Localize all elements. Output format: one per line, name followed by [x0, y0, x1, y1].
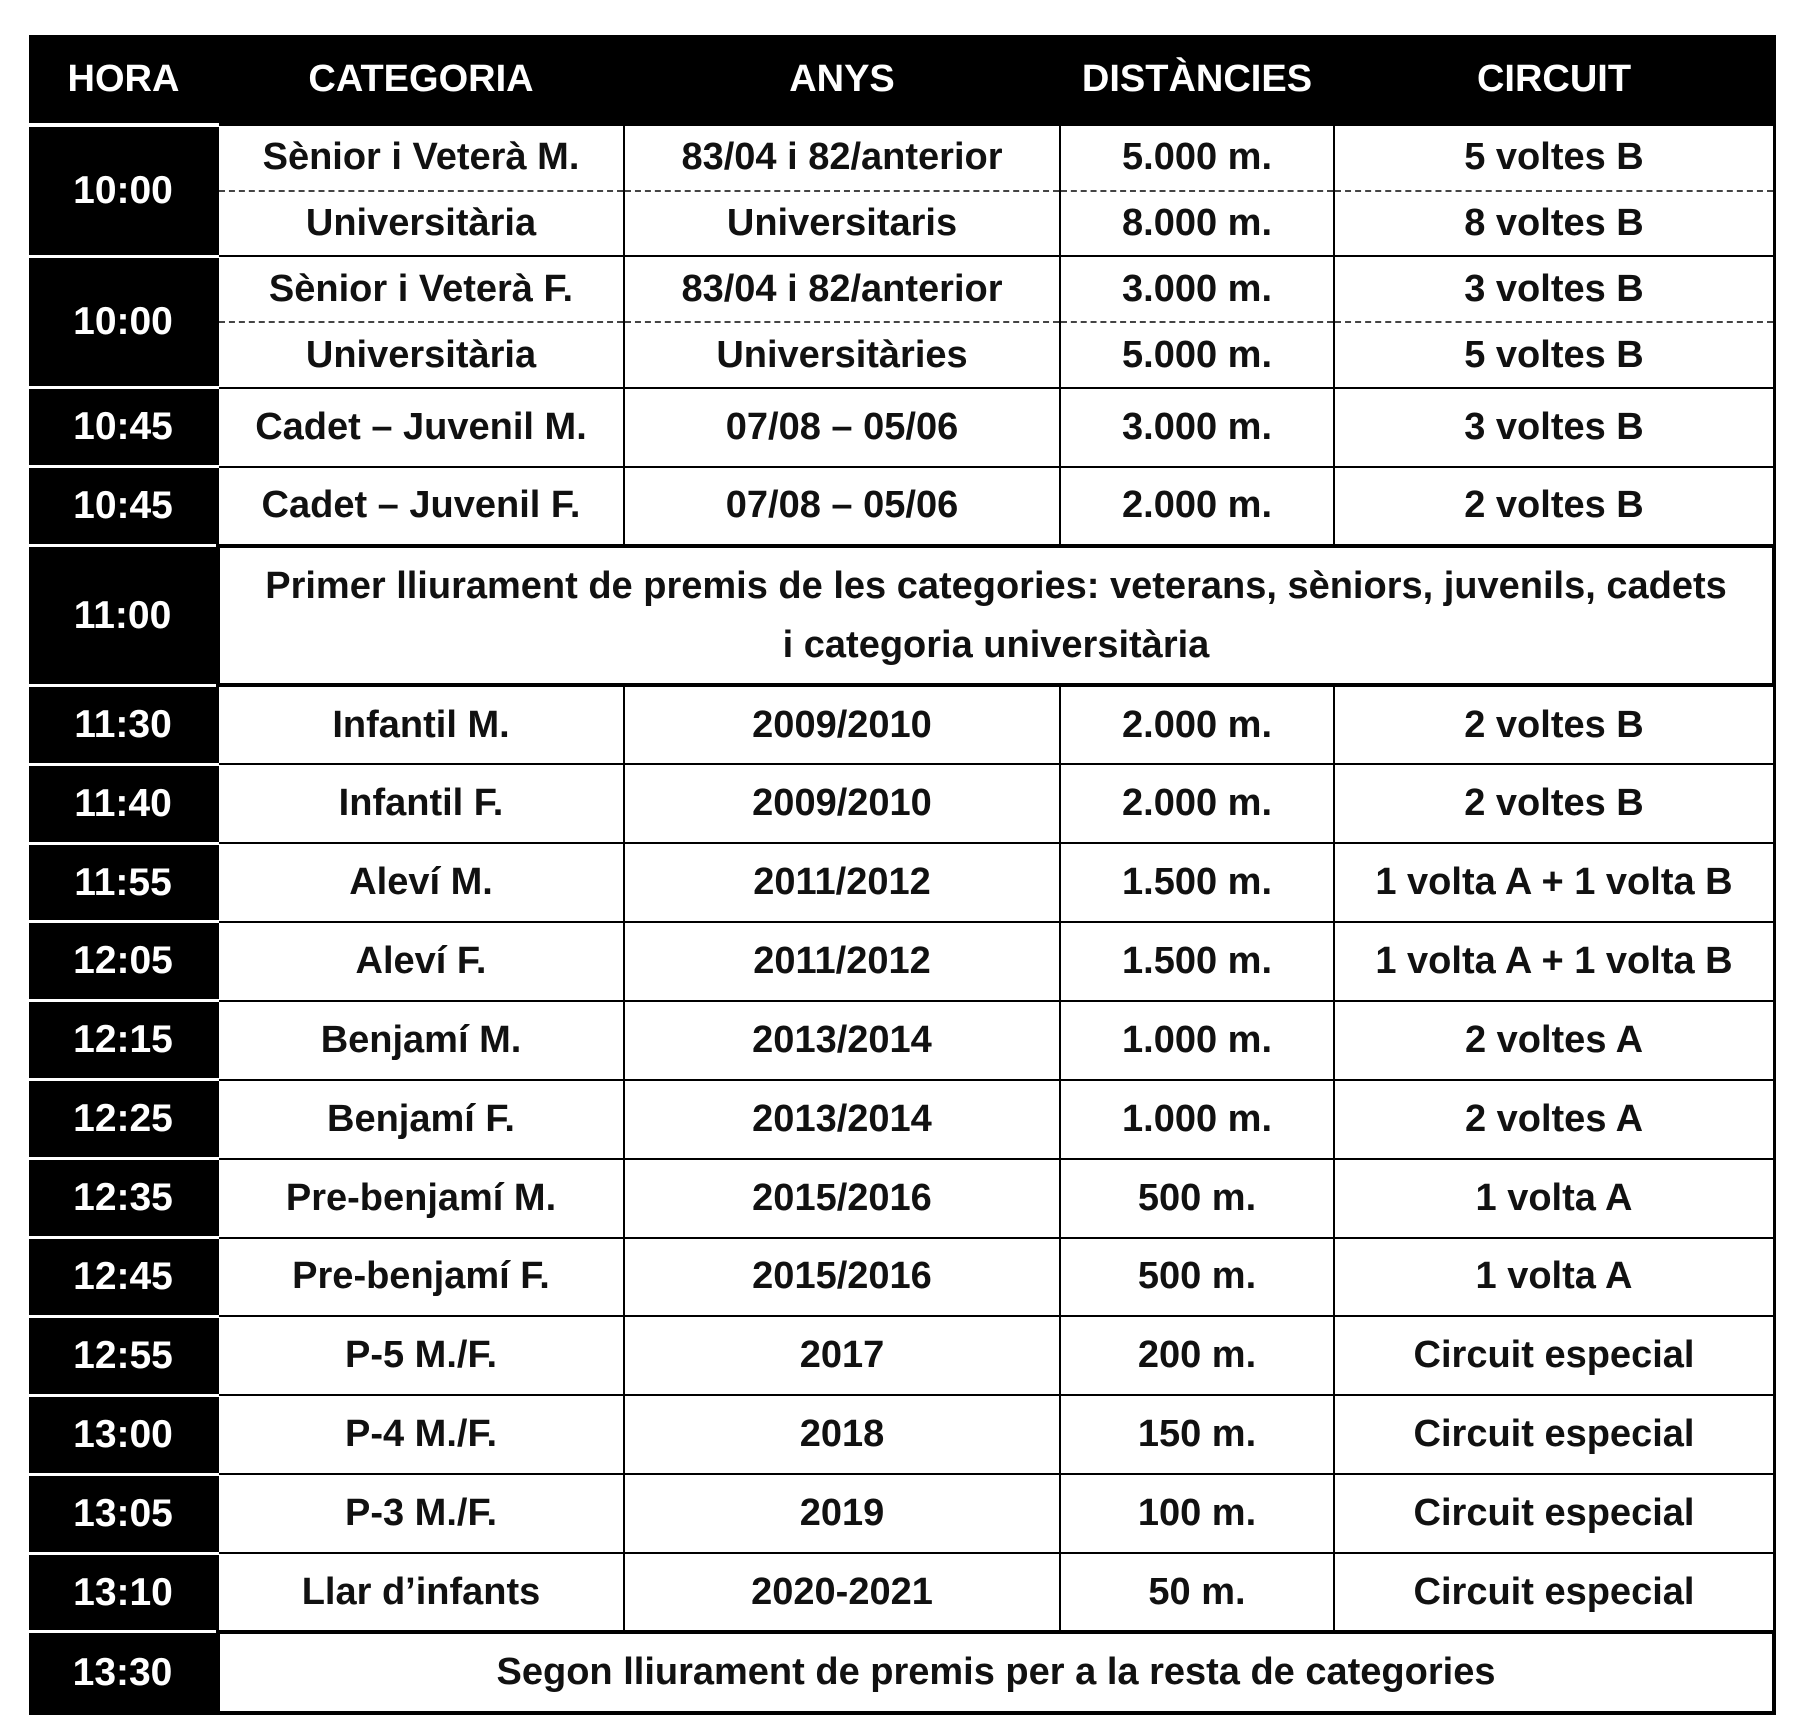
distancies-cell: 1.500 m.: [1060, 843, 1334, 922]
hora-cell: 12:55: [29, 1316, 218, 1395]
circuit-cell: 1 volta A: [1334, 1238, 1774, 1317]
circuit-cell: Circuit especial: [1334, 1316, 1774, 1395]
categoria-cell: Universitària: [218, 322, 624, 388]
hora-cell: 10:00: [29, 125, 218, 256]
categoria-cell: P-3 M./F.: [218, 1474, 624, 1553]
distancies-cell: 2.000 m.: [1060, 764, 1334, 843]
distancies-cell: 3.000 m.: [1060, 388, 1334, 467]
circuit-cell: 2 voltes B: [1334, 467, 1774, 546]
circuit-cell: 5 voltes B: [1334, 125, 1774, 191]
circuit-cell: 2 voltes B: [1334, 685, 1774, 764]
award-row: [29, 546, 1774, 686]
distancies-cell: 5.000 m.: [1060, 125, 1334, 191]
hora-cell: 13:05: [29, 1474, 218, 1553]
hora-cell: 10:45: [29, 388, 218, 467]
header-distancies: DISTÀNCIES: [1060, 35, 1334, 125]
table-row: [29, 1553, 1774, 1632]
award-text: Segon lliurament de premis per a la resta de categories: [218, 1632, 1774, 1713]
distancies-cell: 2.000 m.: [1060, 685, 1334, 764]
circuit-cell: Circuit especial: [1334, 1395, 1774, 1474]
hora-cell: 11:00: [29, 546, 218, 686]
categoria-cell: Cadet – Juvenil F.: [218, 467, 624, 546]
circuit-cell: 1 volta A: [1334, 1159, 1774, 1238]
distancies-cell: 3.000 m.: [1060, 256, 1334, 322]
circuit-cell: 2 voltes B: [1334, 764, 1774, 843]
table-row: [29, 125, 1774, 191]
anys-cell: 83/04 i 82/anterior: [624, 256, 1060, 322]
circuit-cell: 8 voltes B: [1334, 191, 1774, 257]
anys-cell: 2013/2014: [624, 1001, 1060, 1080]
hora-cell: 12:25: [29, 1080, 218, 1159]
categoria-cell: Llar d’infants: [218, 1553, 624, 1632]
table-row: [29, 1001, 1774, 1080]
distancies-cell: 1.500 m.: [1060, 922, 1334, 1001]
header-anys: ANYS: [624, 35, 1060, 125]
circuit-cell: 2 voltes A: [1334, 1001, 1774, 1080]
anys-cell: 2011/2012: [624, 922, 1060, 1001]
table-body: [29, 125, 1774, 1713]
circuit-cell: 3 voltes B: [1334, 388, 1774, 467]
hora-cell: 11:30: [29, 685, 218, 764]
anys-cell: 2020-2021: [624, 1553, 1060, 1632]
hora-cell: 10:00: [29, 256, 218, 387]
anys-cell: 07/08 – 05/06: [624, 467, 1060, 546]
categoria-cell: P-5 M./F.: [218, 1316, 624, 1395]
award-row: [29, 1632, 1774, 1713]
distancies-cell: 200 m.: [1060, 1316, 1334, 1395]
circuit-cell: 5 voltes B: [1334, 322, 1774, 388]
table-row: [29, 1395, 1774, 1474]
table-row: [29, 467, 1774, 546]
table-row: [29, 685, 1774, 764]
hora-cell: 12:15: [29, 1001, 218, 1080]
distancies-cell: 1.000 m.: [1060, 1080, 1334, 1159]
table-row: [29, 1080, 1774, 1159]
circuit-cell: 1 volta A + 1 volta B: [1334, 843, 1774, 922]
circuit-cell: 1 volta A + 1 volta B: [1334, 922, 1774, 1001]
anys-cell: Universitaris: [624, 191, 1060, 257]
anys-cell: Universitàries: [624, 322, 1060, 388]
categoria-cell: Pre-benjamí F.: [218, 1238, 624, 1317]
table-row: [29, 1316, 1774, 1395]
distancies-cell: 8.000 m.: [1060, 191, 1334, 257]
header-circuit: CIRCUIT: [1334, 35, 1774, 125]
distancies-cell: 2.000 m.: [1060, 467, 1334, 546]
circuit-cell: Circuit especial: [1334, 1553, 1774, 1632]
anys-cell: 2009/2010: [624, 764, 1060, 843]
table-row: [29, 322, 1774, 388]
anys-cell: 2013/2014: [624, 1080, 1060, 1159]
table-header: [29, 35, 1774, 125]
anys-cell: 83/04 i 82/anterior: [624, 125, 1060, 191]
hora-cell: 11:55: [29, 843, 218, 922]
anys-cell: 2011/2012: [624, 843, 1060, 922]
categoria-cell: Sènior i Veterà M.: [218, 125, 624, 191]
table-row: [29, 388, 1774, 467]
hora-cell: 12:45: [29, 1238, 218, 1317]
header-categoria: CATEGORIA: [218, 35, 624, 125]
categoria-cell: Universitària: [218, 191, 624, 257]
anys-cell: 2018: [624, 1395, 1060, 1474]
categoria-cell: Pre-benjamí M.: [218, 1159, 624, 1238]
anys-cell: 2017: [624, 1316, 1060, 1395]
categoria-cell: Infantil F.: [218, 764, 624, 843]
table-row: [29, 1238, 1774, 1317]
categoria-cell: Sènior i Veterà F.: [218, 256, 624, 322]
categoria-cell: Cadet – Juvenil M.: [218, 388, 624, 467]
categoria-cell: Benjamí F.: [218, 1080, 624, 1159]
anys-cell: 07/08 – 05/06: [624, 388, 1060, 467]
distancies-cell: 500 m.: [1060, 1238, 1334, 1317]
categoria-cell: Aleví F.: [218, 922, 624, 1001]
header-row: [29, 35, 1774, 125]
hora-cell: 13:00: [29, 1395, 218, 1474]
anys-cell: 2019: [624, 1474, 1060, 1553]
anys-cell: 2015/2016: [624, 1159, 1060, 1238]
distancies-cell: 500 m.: [1060, 1159, 1334, 1238]
hora-cell: 10:45: [29, 467, 218, 546]
hora-cell: 13:10: [29, 1553, 218, 1632]
categoria-cell: Benjamí M.: [218, 1001, 624, 1080]
circuit-cell: 2 voltes A: [1334, 1080, 1774, 1159]
hora-cell: 12:05: [29, 922, 218, 1001]
distancies-cell: 50 m.: [1060, 1553, 1334, 1632]
schedule-table: [29, 35, 1776, 1715]
hora-cell: 11:40: [29, 764, 218, 843]
table-row: [29, 191, 1774, 257]
distancies-cell: 1.000 m.: [1060, 1001, 1334, 1080]
hora-cell: 12:35: [29, 1159, 218, 1238]
circuit-cell: 3 voltes B: [1334, 256, 1774, 322]
header-hora: HORA: [29, 35, 218, 125]
award-text: Primer lliurament de premis de les categories: veterans, sèniors, juvenils, cadets i categoria universitària: [218, 546, 1774, 686]
table-row: [29, 1159, 1774, 1238]
distancies-cell: 100 m.: [1060, 1474, 1334, 1553]
table-row: [29, 922, 1774, 1001]
table-row: [29, 764, 1774, 843]
anys-cell: 2009/2010: [624, 685, 1060, 764]
circuit-cell: Circuit especial: [1334, 1474, 1774, 1553]
categoria-cell: P-4 M./F.: [218, 1395, 624, 1474]
distancies-cell: 5.000 m.: [1060, 322, 1334, 388]
anys-cell: 2015/2016: [624, 1238, 1060, 1317]
table-row: [29, 1474, 1774, 1553]
categoria-cell: Infantil M.: [218, 685, 624, 764]
table-row: [29, 256, 1774, 322]
distancies-cell: 150 m.: [1060, 1395, 1334, 1474]
hora-cell: 13:30: [29, 1632, 218, 1713]
categoria-cell: Aleví M.: [218, 843, 624, 922]
table-row: [29, 843, 1774, 922]
